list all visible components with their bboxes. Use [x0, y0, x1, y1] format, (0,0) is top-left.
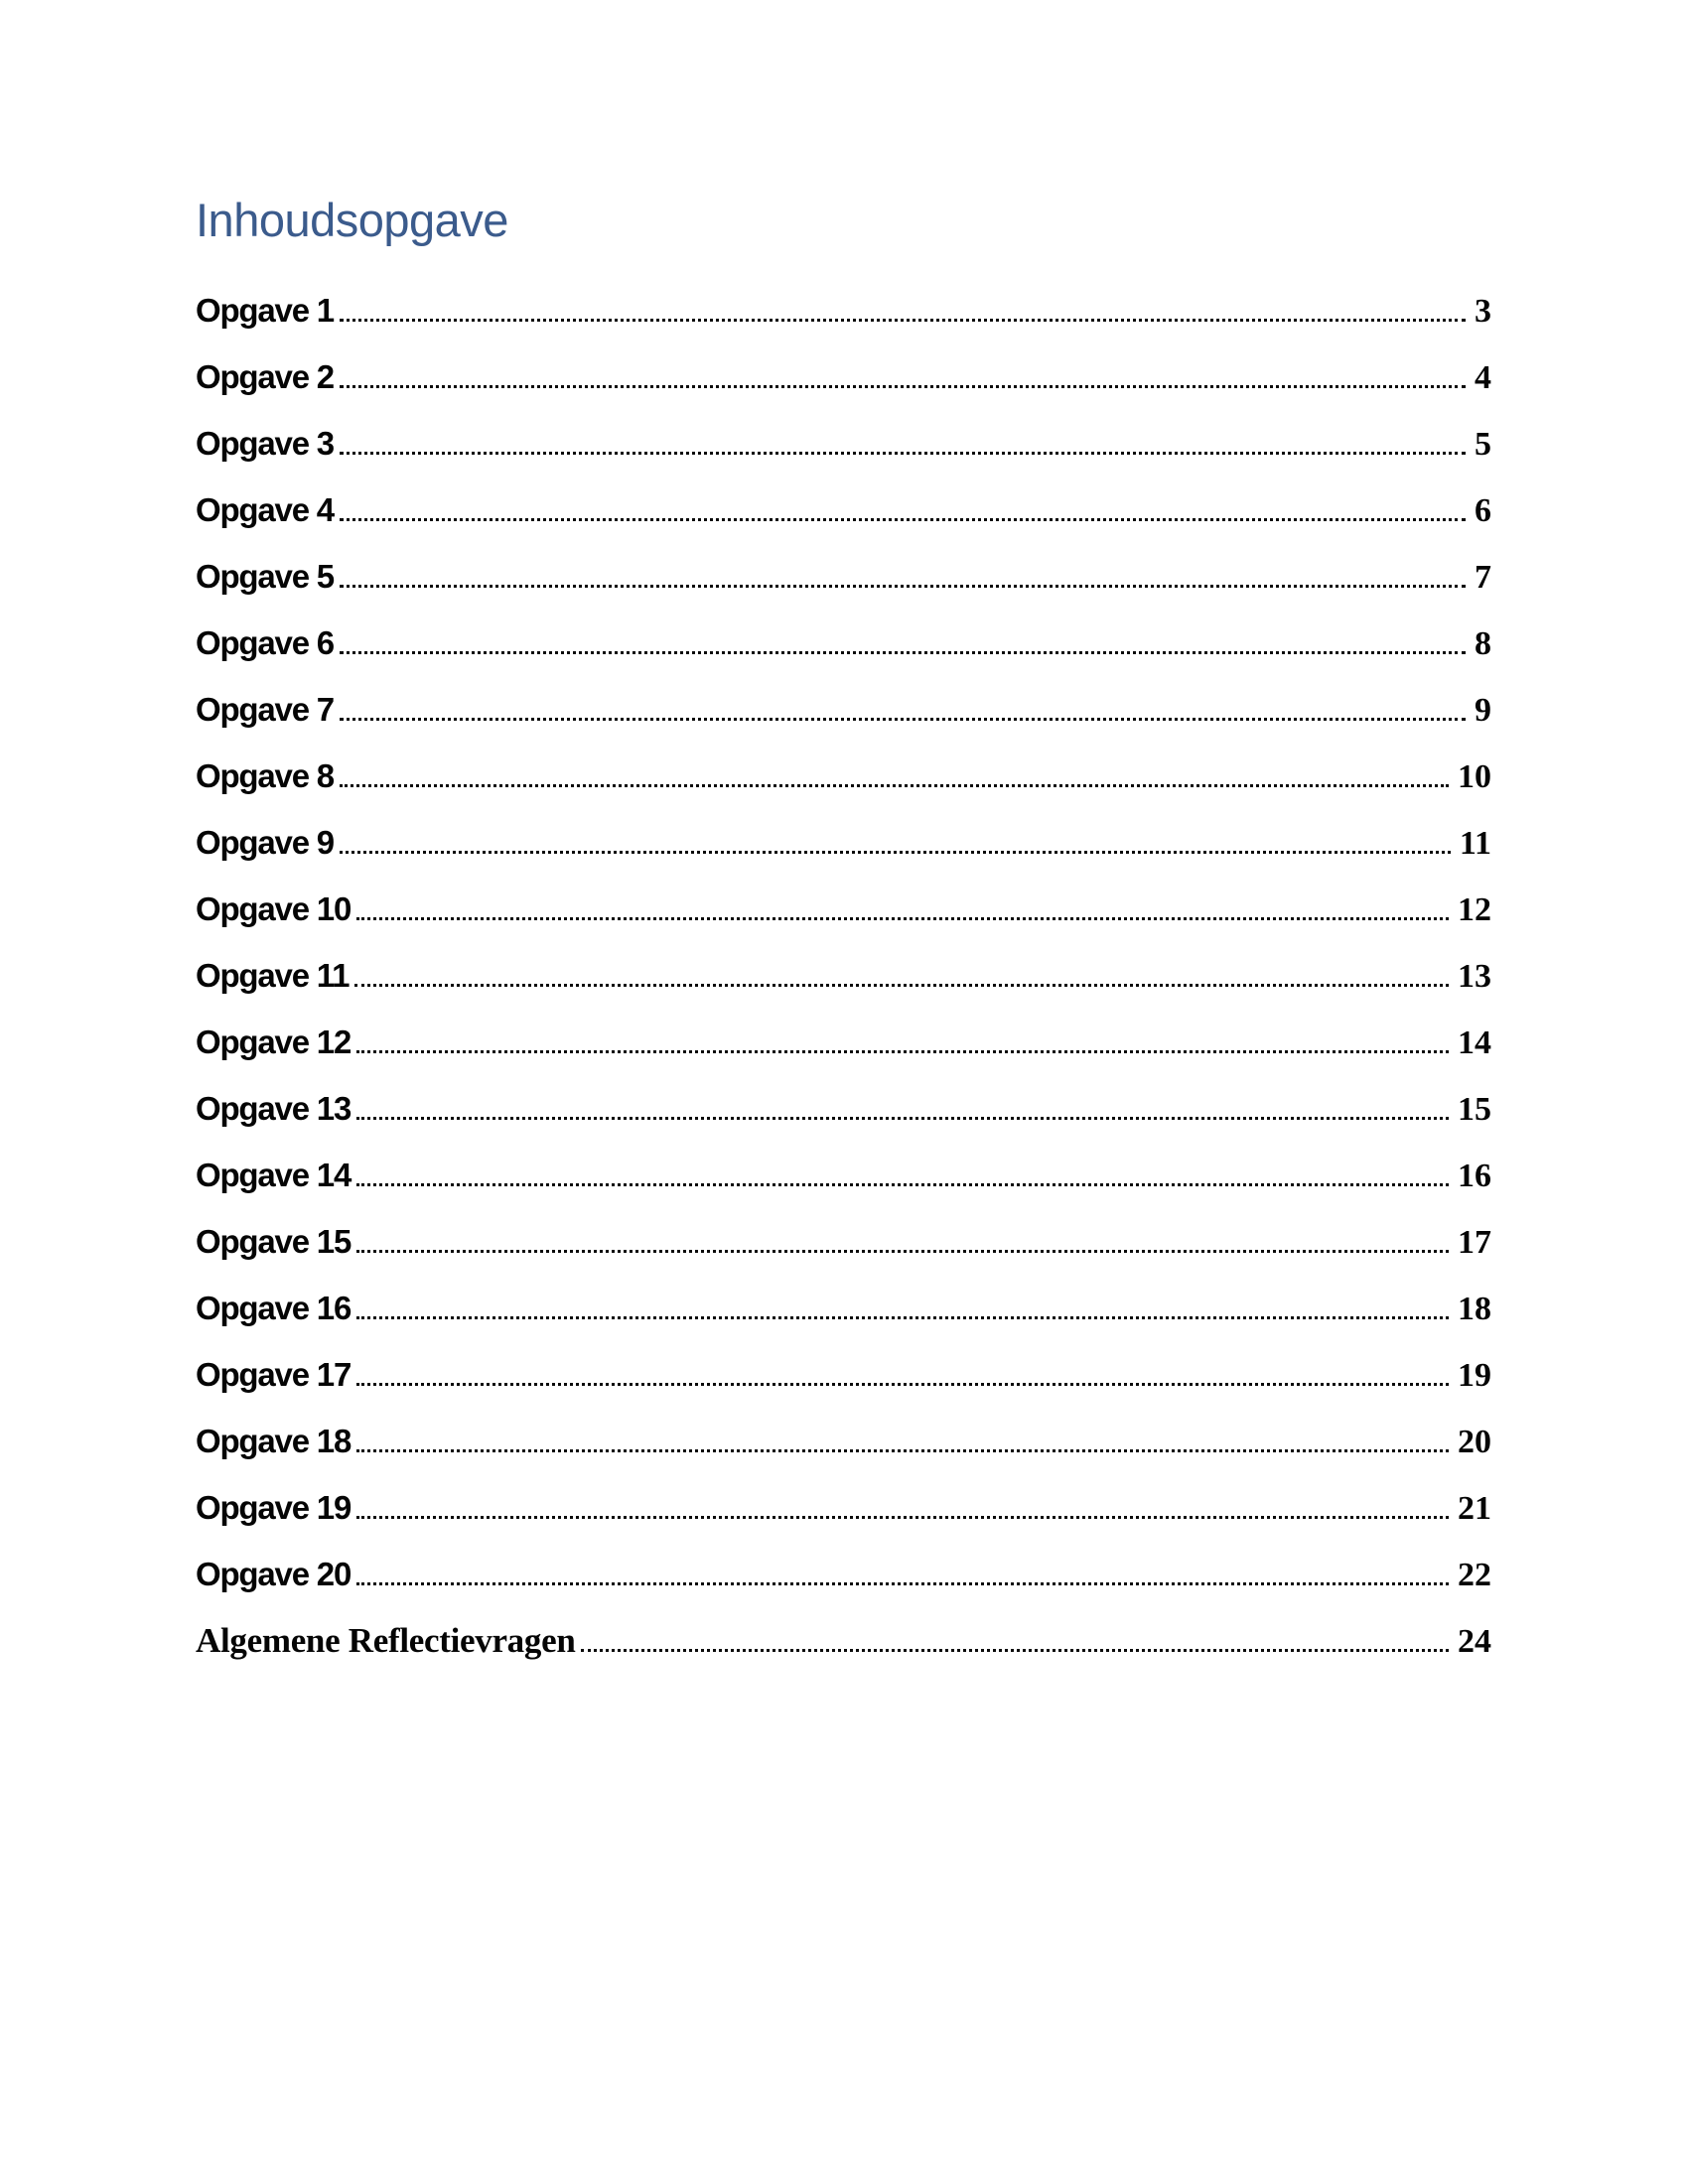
toc-entry[interactable] — [196, 953, 1491, 998]
toc-dot-leader — [356, 917, 1449, 920]
toc-page-number: 24 — [1458, 1623, 1491, 1661]
toc-page-number: 17 — [1458, 1224, 1491, 1262]
page-title: Inhoudsopgave — [196, 194, 508, 246]
toc-entry[interactable] — [196, 1020, 1491, 1064]
toc-entry-label: Algemene Reflectievragen — [196, 1621, 576, 1661]
toc-entry-label: Opgave 10 — [196, 890, 352, 928]
toc-page-number: 12 — [1458, 891, 1491, 929]
toc-page-number: 5 — [1475, 426, 1491, 464]
toc-page-number: 8 — [1475, 625, 1491, 663]
toc-entry-label: Opgave 7 — [196, 691, 334, 729]
toc-page-number: 20 — [1458, 1424, 1491, 1461]
toc-page-number: 18 — [1458, 1291, 1491, 1328]
toc-page-number: 4 — [1475, 359, 1491, 397]
toc-dot-leader — [354, 984, 1449, 987]
toc-page-number: 21 — [1458, 1490, 1491, 1528]
toc-dot-leader — [340, 585, 1466, 588]
toc-dot-leader — [356, 1183, 1449, 1186]
toc-page-number: 11 — [1459, 825, 1491, 863]
toc-entry[interactable] — [196, 1419, 1491, 1463]
toc-dot-leader — [581, 1649, 1449, 1652]
toc-entry[interactable] — [196, 1219, 1491, 1264]
toc-page-number: 7 — [1475, 559, 1491, 597]
toc-entry-label: Opgave 8 — [196, 757, 334, 795]
toc-entry[interactable] — [196, 487, 1491, 532]
toc-dot-leader — [356, 1050, 1449, 1053]
toc-entry[interactable] — [196, 554, 1491, 599]
toc-entry[interactable] — [196, 1286, 1491, 1330]
toc-dot-leader — [356, 1449, 1449, 1452]
toc-dot-leader — [356, 1316, 1449, 1319]
toc-entry-label: Opgave 6 — [196, 624, 334, 662]
toc-page-number: 15 — [1458, 1091, 1491, 1129]
toc-entry[interactable] — [196, 1153, 1491, 1197]
toc-dot-leader — [340, 518, 1466, 521]
toc-dot-leader — [340, 784, 1449, 787]
toc-dot-leader — [340, 651, 1466, 654]
toc-entry-label: Opgave 17 — [196, 1356, 352, 1394]
toc-dot-leader — [340, 718, 1466, 721]
toc-entry-label: Opgave 14 — [196, 1157, 352, 1194]
toc-entry[interactable] — [196, 820, 1491, 865]
toc-dot-leader — [340, 851, 1451, 854]
toc-dot-leader — [356, 1250, 1449, 1253]
toc-page-number: 13 — [1458, 958, 1491, 996]
toc-entry[interactable] — [196, 753, 1491, 798]
toc-entry-label: Opgave 9 — [196, 824, 334, 862]
toc-entry-label: Opgave 5 — [196, 558, 334, 596]
toc-dot-leader — [356, 1582, 1449, 1585]
toc-entry[interactable] — [196, 1552, 1491, 1596]
toc-entry-label: Opgave 3 — [196, 425, 334, 463]
toc-entry[interactable] — [196, 687, 1491, 732]
toc-page-number: 14 — [1458, 1024, 1491, 1062]
toc-entry-label: Opgave 20 — [196, 1556, 352, 1593]
toc-dot-leader — [340, 385, 1466, 388]
toc-page-number: 19 — [1458, 1357, 1491, 1395]
toc-entry[interactable] — [196, 1485, 1491, 1530]
toc-entry[interactable] — [196, 887, 1491, 931]
toc-entry[interactable] — [196, 1352, 1491, 1397]
toc-entry[interactable] — [196, 421, 1491, 466]
toc-entry-label: Opgave 12 — [196, 1024, 352, 1061]
toc-page-number: 3 — [1475, 293, 1491, 331]
toc-entry[interactable] — [196, 620, 1491, 665]
toc-entry[interactable] — [196, 288, 1491, 333]
toc-dot-leader — [356, 1117, 1449, 1120]
toc-dot-leader — [356, 1516, 1449, 1519]
toc-dot-leader — [340, 319, 1466, 322]
toc-entry-label: Opgave 15 — [196, 1223, 352, 1261]
toc-entry-label: Opgave 11 — [196, 957, 350, 995]
toc-page-number: 10 — [1458, 758, 1491, 796]
toc-entry[interactable] — [196, 1618, 1491, 1663]
toc-page-number: 6 — [1475, 492, 1491, 530]
toc-entry-label: Opgave 2 — [196, 358, 334, 396]
table-of-contents — [196, 288, 1491, 1663]
toc-entry[interactable] — [196, 354, 1491, 399]
toc-entry-label: Opgave 1 — [196, 292, 334, 330]
toc-entry-label: Opgave 13 — [196, 1090, 352, 1128]
toc-entry-label: Opgave 18 — [196, 1423, 352, 1460]
toc-entry-label: Opgave 16 — [196, 1290, 352, 1327]
toc-page-number: 16 — [1458, 1158, 1491, 1195]
toc-entry[interactable] — [196, 1086, 1491, 1131]
toc-page-number: 22 — [1458, 1557, 1491, 1594]
toc-entry-label: Opgave 19 — [196, 1489, 352, 1527]
toc-page-number: 9 — [1475, 692, 1491, 730]
toc-dot-leader — [340, 452, 1466, 455]
toc-entry-label: Opgave 4 — [196, 491, 334, 529]
toc-dot-leader — [356, 1383, 1449, 1386]
